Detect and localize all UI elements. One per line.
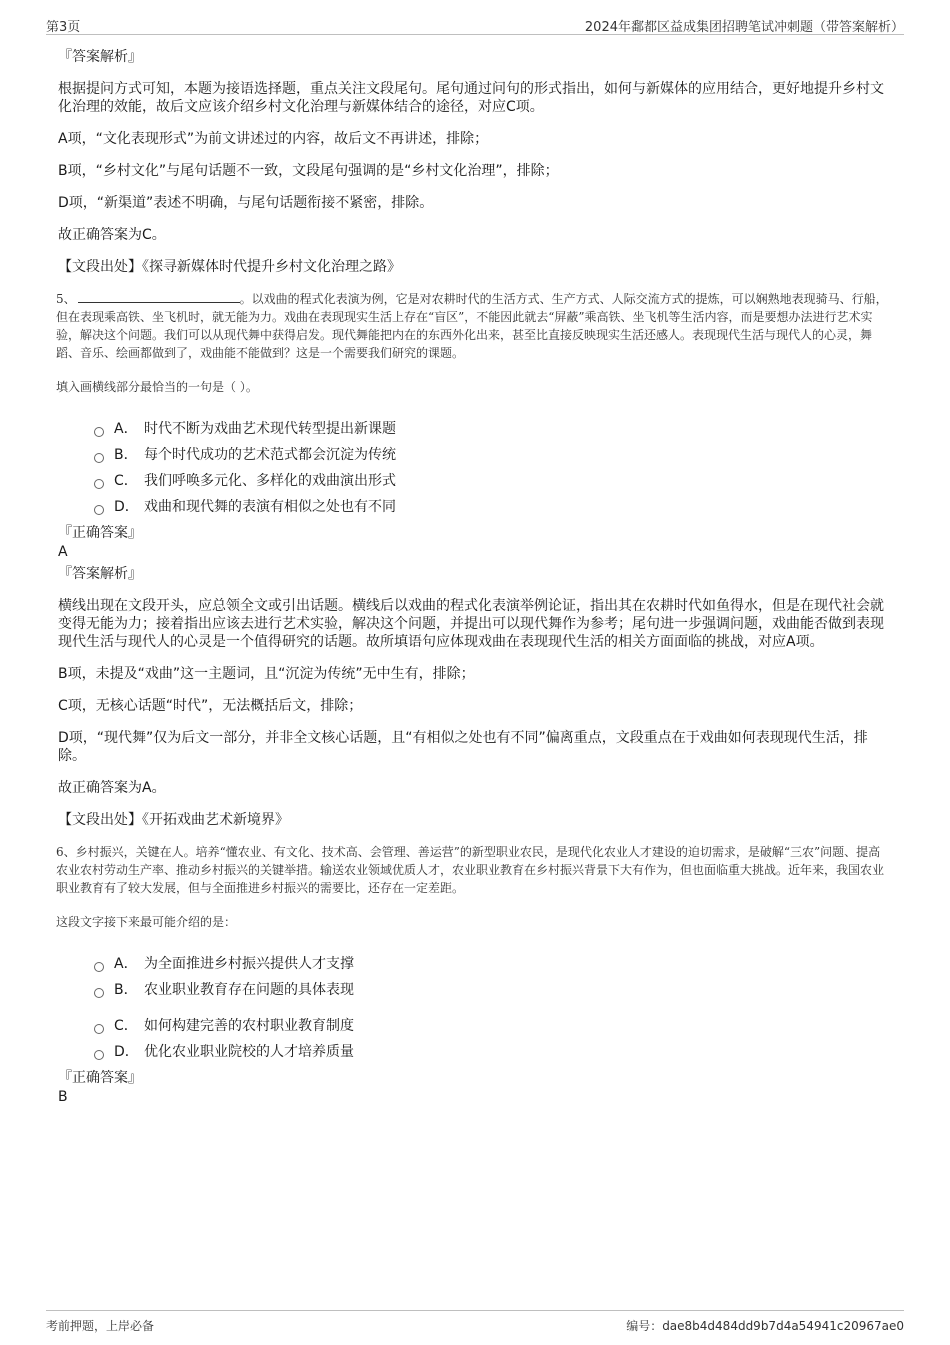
q4-analysis-label: 『答案解析』 — [58, 49, 142, 65]
q5-option-c[interactable]: C． 我们呼唤多元化、多样化的戏曲演出形式 — [94, 468, 892, 494]
radio-icon[interactable] — [94, 1050, 104, 1060]
q5-option-a[interactable]: A． 时代不断为戏曲艺术现代转型提出新课题 — [94, 416, 892, 442]
q5-text: 。以戏曲的程式化表演为例，它是对农耕时代的生活方式、生产方式、人际交流方式的提炼，可以娴熟地表现骑马、行船，但在表现乘高铁、坐飞机时，就无能为力。戏曲在表现现实生活上存在“盲区”，不能因此就去“屏蔽”乘高铁、坐飞机等生活内容，而是要想办法进行艺术实验，解决这个问题。我们可以从现代舞中获得启发。现代舞能把内在的东西外化出来，甚至比直接反映现实生活还感人。表现现代生活与现代人的心灵，舞蹈、音乐、绘画都做到了，戏曲能不能做到？这是一个需要我们研究的课题。 — [56, 292, 888, 360]
document-title: 2024年鄱都区益成集团招聘笔试冲刺题（带答案解析） — [584, 20, 904, 35]
q5-prompt: 填入画横线部分最恰当的一句是（ ）。 — [56, 380, 258, 394]
document-body — [56, 44, 892, 1106]
q6-option-b[interactable]: B． 农业职业教育存在问题的具体表现 — [94, 977, 892, 1003]
q5-analysis-label: 『答案解析』 — [58, 566, 142, 582]
q6-options — [94, 951, 892, 1065]
q5-number: 5、 — [56, 292, 76, 306]
q5-conclusion: 故正确答案为A。 — [58, 780, 166, 796]
q4-note-d: D项，“新渠道”表述不明确，与尾句话题衔接不紧密，排除。 — [58, 195, 434, 211]
q4-note-b: B项，“乡村文化”与尾句话题不一致，文段尾句强调的是“乡村文化治理”，排除； — [58, 163, 559, 179]
q5-analysis: 横线出现在文段开头，应总领全文或引出话题。横线后以戏曲的程式化表演举例论证，指出其在农耕时代如鱼得水，但是在现代社会就变得无能为力；接着指出应该去进行艺术实验，解决这个问题，并提出可以现代舞作为参考；尾句进一步强调问题，戏曲能否做到表现现代生活与现代人的心灵是一个值得研究的话题。故所填语句应体现戏曲在表现现代生活的相关方面面临的挑战，对应A项。 — [58, 598, 884, 650]
radio-icon[interactable] — [94, 453, 104, 463]
q4-analysis: 根据提问方式可知，本题为接语选择题，重点关注文段尾句。尾句通过问句的形式指出，如何与新媒体的应用结合，更好地提升乡村文化治理的效能，故后文应该介绍乡村文化治理与新媒体结合的途径，对应C项。 — [58, 81, 884, 115]
footer-slogan: 考前押题，上岸必备 — [46, 1319, 155, 1333]
q6-prompt: 这段文字接下来最可能介绍的是： — [56, 915, 237, 929]
q4-note-a: A项，“文化表现形式”为前文讲述过的内容，故后文不再讲述，排除； — [58, 131, 489, 147]
radio-icon[interactable] — [94, 962, 104, 972]
q5-source: 【文段出处】《开拓戏曲艺术新境界》 — [58, 812, 289, 828]
q6-answer: B — [58, 1089, 68, 1105]
radio-icon[interactable] — [94, 988, 104, 998]
q5-answer-label: 『正确答案』 — [58, 525, 142, 541]
q6-option-d[interactable]: D． 优化农业职业院校的人才培养质量 — [94, 1039, 892, 1065]
q6-option-c[interactable]: C． 如何构建完善的农村职业教育制度 — [94, 1013, 892, 1039]
page-footer — [46, 1310, 904, 1337]
document-code: 编号：dae8b4d484dd9b7d4a54941c20967ae0 — [626, 1319, 904, 1333]
q6-number: 6、 — [56, 845, 76, 859]
radio-icon[interactable] — [94, 427, 104, 437]
q5-answer: A — [58, 544, 68, 560]
q5-option-d[interactable]: D． 戏曲和现代舞的表演有相似之处也有不同 — [94, 494, 892, 520]
q6-text: 乡村振兴，关键在人。培养“懂农业、有文化、技术高、会管理、善运营”的新型职业农民，是现代化农业人才建设的迫切需求，是破解“三农”问题、提高农业农村劳动生产率、推动乡村振兴的关键举措。输送农业领域优质人才，农业职业教育在乡村振兴背景下大有作为，但也面临重大挑战。近年来，我国农业职业教育有了较大发展，但与全面推进乡村振兴的需要比，还存在一定差距。 — [56, 845, 885, 895]
page-number: 第3页 — [46, 20, 81, 35]
q5-fill-blank — [78, 290, 240, 303]
q5-note-b: B项，未提及“戏曲”这一主题词，且“沉淀为传统”无中生有，排除； — [58, 666, 475, 682]
q6-stem — [56, 843, 892, 897]
radio-icon[interactable] — [94, 505, 104, 515]
q5-option-b[interactable]: B． 每个时代成功的艺术范式都会沉淀为传统 — [94, 442, 892, 468]
q4-source: 【文段出处】《探寻新媒体时代提升乡村文化治理之路》 — [58, 259, 401, 275]
q6-answer-label: 『正确答案』 — [58, 1070, 142, 1086]
q5-stem — [56, 290, 892, 362]
radio-icon[interactable] — [94, 1024, 104, 1034]
radio-icon[interactable] — [94, 479, 104, 489]
q5-note-d: D项，“现代舞”仅为后文一部分，并非全文核心话题，且“有相似之处也有不同”偏离重点，文段重点在于戏曲如何表现现代生活，排除。 — [58, 730, 868, 764]
q6-option-a[interactable]: A． 为全面推进乡村振兴提供人才支撑 — [94, 951, 892, 977]
q5-options — [94, 416, 892, 520]
q4-conclusion: 故正确答案为C。 — [58, 227, 166, 243]
page-header — [46, 14, 904, 35]
q5-note-c: C项，无核心话题“时代”，无法概括后文，排除； — [58, 698, 363, 714]
